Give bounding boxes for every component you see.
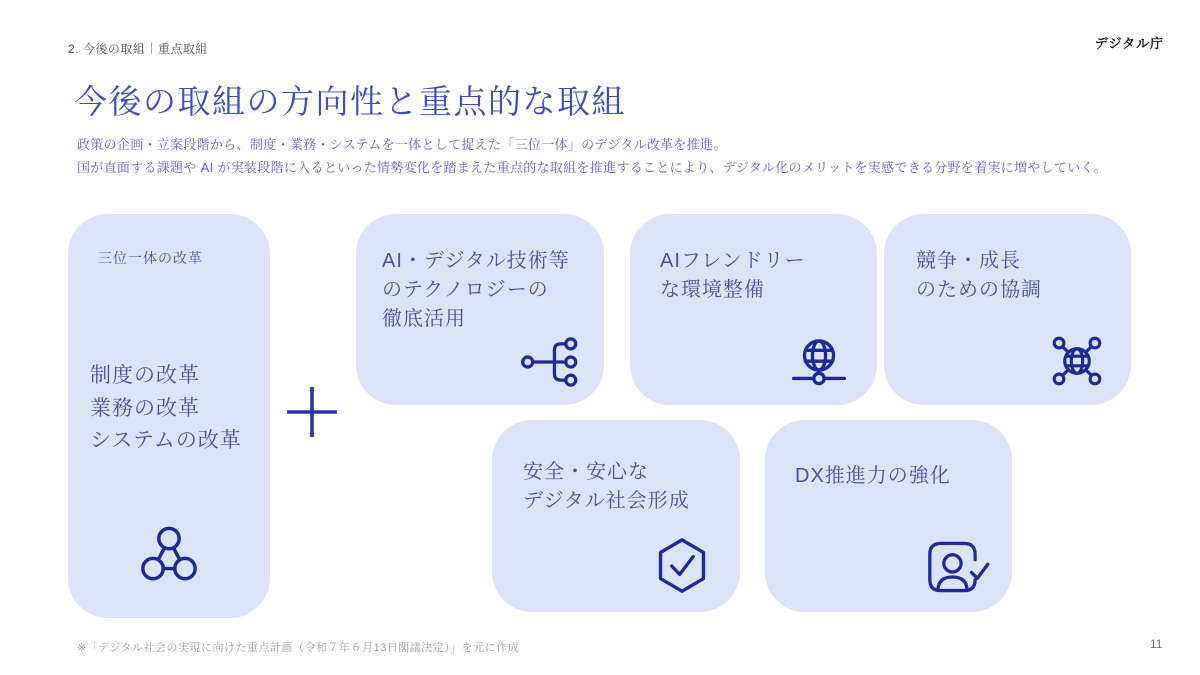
plus-icon (284, 384, 340, 445)
card-ai-friendly-title: AIフレンドリー な環境整備 (660, 250, 806, 301)
card-ai-tech-title: AI・デジタル技術等 のテクノロジーの 徹底活用 (382, 250, 570, 330)
page-number: 11 (1150, 637, 1163, 651)
description-line-1: 政策の企画・立案段階から、制度・業務・システムを一体として捉えた「三位一体」のデジタル改革を推進。 (77, 137, 727, 152)
card-trinity-reform (68, 214, 270, 618)
reform-items (90, 360, 242, 458)
card-competition-growth-title: 競争・成長 のための協調 (916, 250, 1042, 301)
branch-network-icon (520, 333, 578, 391)
card-ai-tech (356, 214, 604, 405)
breadcrumb: 2. 今後の取組｜重点取組 (68, 42, 208, 56)
hexagon-check-icon (654, 536, 710, 596)
card-ai-friendly (630, 214, 877, 405)
page-title: 今後の取組の方向性と重点的な取組 (74, 83, 626, 120)
card-dx-power-title: DX推進力の強化 (795, 465, 951, 487)
description (77, 133, 1107, 179)
tri-circles-icon (138, 524, 200, 586)
agency-logo: デジタル庁 (1094, 36, 1164, 51)
globe-network-icon (1049, 333, 1105, 389)
reform-item-system: システムの改革 (90, 429, 242, 452)
card-dx-power (765, 420, 1012, 612)
footnote: ※「デジタル社会の実現に向けた重点計画（令和７年６月13日閣議決定）」を元に作成 (77, 642, 520, 654)
trinity-card-label: 三位一体の改革 (98, 250, 203, 266)
reform-item-gyomu: 業務の改革 (90, 396, 200, 420)
card-safe-secure-title: 安全・安心な デジタル社会形成 (523, 461, 690, 512)
person-check-icon (924, 538, 990, 596)
description-line-2: 国が直面する課題や AI が実装段階に入るといった情勢変化を踏まえた重点的な取組を推進することにより、デジタル化のメリットを実感できる分野を着実に増やしていく。 (77, 160, 1107, 175)
card-safe-secure (492, 420, 740, 612)
reform-item-seido: 制度の改革 (90, 364, 200, 387)
globe-node-icon (789, 333, 849, 393)
card-competition-growth (884, 214, 1131, 405)
